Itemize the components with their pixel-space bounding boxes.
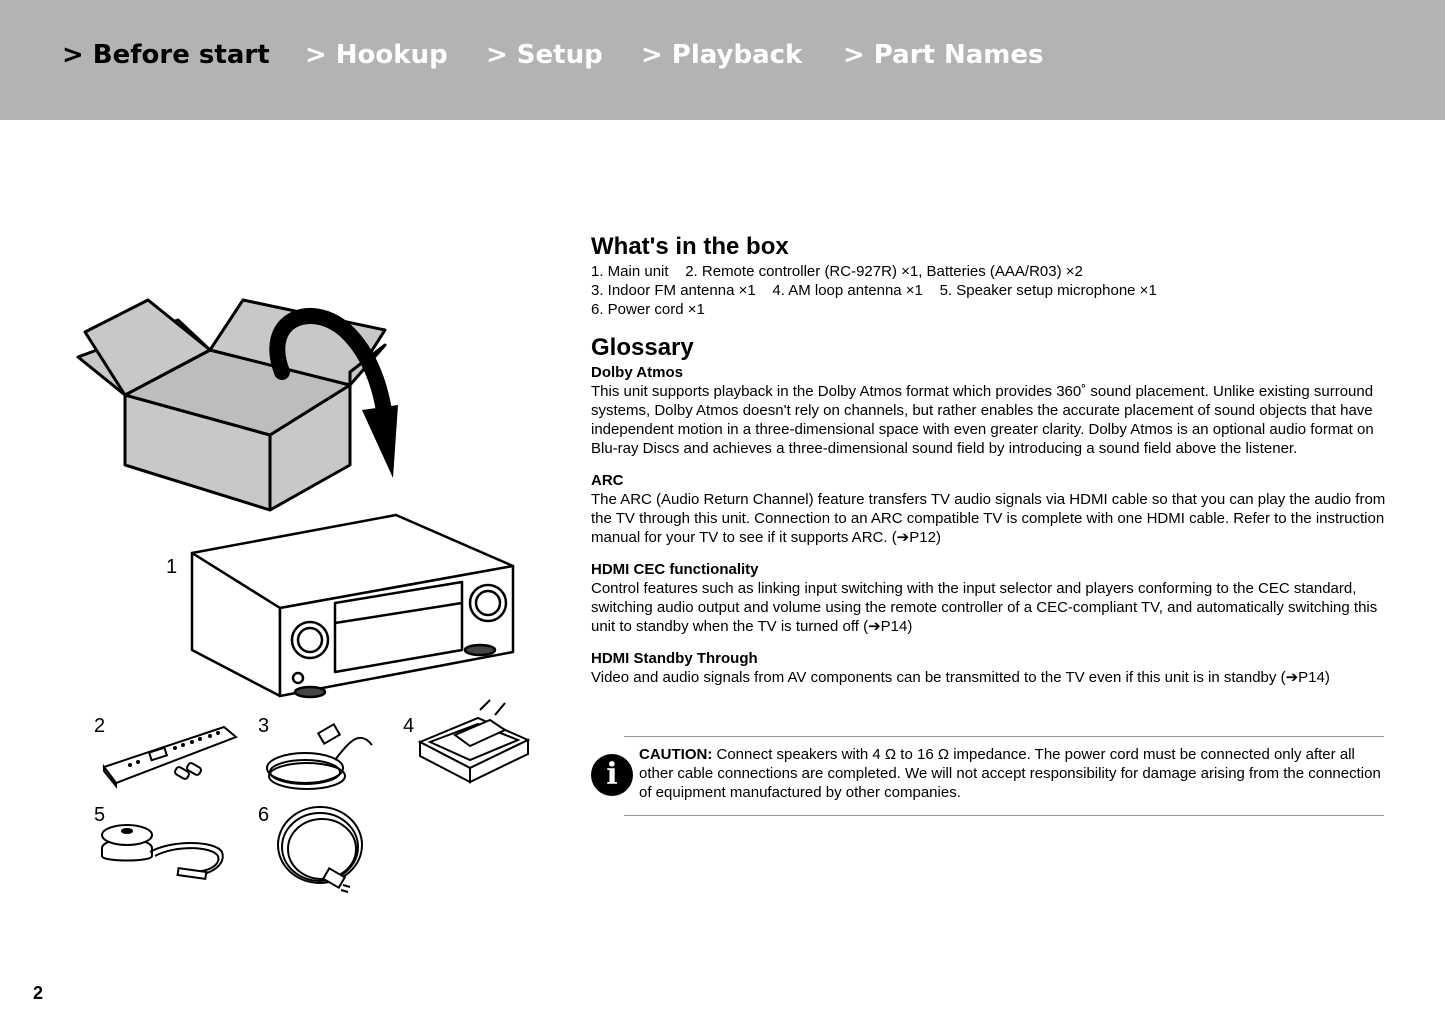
remote-controller-icon xyxy=(104,727,236,786)
nav-arrow: > xyxy=(486,40,508,70)
top-nav-bar xyxy=(0,0,1445,120)
nav-arrow: > xyxy=(305,40,327,70)
caution-divider-bottom xyxy=(624,815,1384,816)
nav-label: Part Names xyxy=(873,40,1044,70)
glossary-term: HDMI CEC functionality xyxy=(591,561,759,578)
glossary-term: ARC xyxy=(591,472,624,489)
glossary-term: HDMI Standby Through xyxy=(591,650,758,667)
power-cord-icon xyxy=(278,807,362,892)
nav-before-start[interactable] xyxy=(62,40,270,70)
fm-antenna-icon xyxy=(267,724,372,789)
item-number-4: 4 xyxy=(403,715,415,737)
glossary-heading: Glossary xyxy=(591,334,694,361)
box-line-2: 3. Indoor FM antenna ×1 4. AM loop antenna ×1 5. Speaker setup microphone ×1 xyxy=(591,282,1157,299)
nav-playback[interactable] xyxy=(641,40,802,70)
glossary-entry xyxy=(591,471,1391,547)
glossary-term: Dolby Atmos xyxy=(591,364,683,381)
item-number-1: 1 xyxy=(166,556,178,578)
nav-part-names[interactable] xyxy=(843,40,1044,70)
glossary-text: Control features such as linking input switching with the input selector and players conforming to the CEC standard, switching audio output and volume using the remote controller of a CEC-compliant TV, and automatically switching this unit to standby when the TV is turned off (➔P14) xyxy=(591,580,1378,635)
item-number-2: 2 xyxy=(94,715,106,737)
arrow-head-icon xyxy=(362,405,398,478)
nav-arrow: > xyxy=(843,40,865,70)
item-number-3: 3 xyxy=(258,715,270,737)
glossary-text: Video and audio signals from AV components can be transmitted to the TV even if this unit is in standby (➔P14) xyxy=(591,669,1330,686)
nav-label: Before start xyxy=(92,40,270,70)
av-receiver-icon xyxy=(192,515,513,697)
info-icon: i xyxy=(591,754,633,796)
am-loop-antenna-icon xyxy=(420,700,528,782)
setup-microphone-icon xyxy=(102,825,223,879)
caution-text xyxy=(639,745,1384,802)
glossary-entry xyxy=(591,649,1391,687)
nav-label: Playback xyxy=(671,40,803,70)
caution-divider-top xyxy=(624,736,1384,737)
glossary-entry xyxy=(591,363,1391,458)
page-number: 2 xyxy=(33,983,44,1003)
caution-box xyxy=(591,736,1384,816)
glossary-text: This unit supports playback in the Dolby Atmos format which provides 360˚ sound placement. Unlike existing surround systems, Dolby Atmos doesn't rely on channels, but rather enables the accurate placement of sound objects that have independent motion in a three-dimensional space with even greater clarity. Dolby Atmos is an optional audio format on Blu-ray Discs and achieves a three-dimensional sound field by introducing a sound field above the listener. xyxy=(591,383,1374,457)
box-line-1: 1. Main unit 2. Remote controller (RC-927R) ×1, Batteries (AAA/R03) ×2 xyxy=(591,263,1083,280)
item-number-5: 5 xyxy=(94,804,106,826)
nav-arrow: > xyxy=(641,40,663,70)
glossary-entry xyxy=(591,560,1391,636)
caution-label: CAUTION: xyxy=(639,746,713,763)
glossary-text: The ARC (Audio Return Channel) feature transfers TV audio signals via HDMI cable so that you can play the audio from the TV through this unit. Connection to an ARC compatible TV is complete with one HDMI cable. Refer to the instruction manual for your TV to see if it supports ARC. (➔P12) xyxy=(591,491,1386,546)
nav-hookup[interactable] xyxy=(305,40,448,70)
box-heading: What's in the box xyxy=(591,233,789,260)
caution-body: Connect speakers with 4 Ω to 16 Ω impedance. The power cord must be connected only after all other cable connections are completed. We will not accept responsibility for damage arising from the connection of equipment manufactured by other companies. xyxy=(639,746,1381,801)
main-content xyxy=(591,232,1391,700)
item-number-6: 6 xyxy=(258,804,270,826)
box-contents-illustration xyxy=(60,290,560,910)
nav-label: Hookup xyxy=(335,40,448,70)
nav-label: Setup xyxy=(516,40,603,70)
box-line-3: 6. Power cord ×1 xyxy=(591,301,705,318)
nav-arrow: > xyxy=(62,40,84,70)
nav-setup[interactable] xyxy=(486,40,603,70)
